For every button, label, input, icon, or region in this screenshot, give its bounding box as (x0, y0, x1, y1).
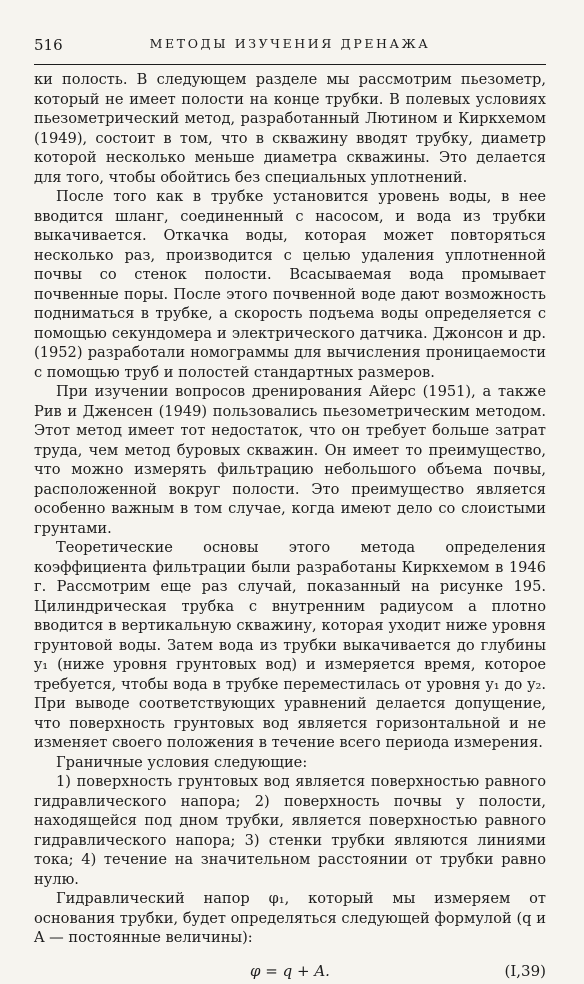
paragraph-boundary-conditions-list: 1) поверхность грунтовых вод является поверхностью равного гидравлического напора; 2) поверхность почвы у полости, находящейся под дном трубки, является поверхностью равного гидравлического напора; 3) стенки трубки являются линиями тока; 4) течение на значительном расстоянии от трубки равно нулю. (34, 773, 546, 888)
page-header (34, 36, 546, 58)
paragraph: При изучении вопросов дренирования Айерс (1951), а также Рив и Дженсен (1949) пользовались пьезометрическим методом. Этот метод имеет тот недостаток, что он требует больше затрат труда, чем метод буровых скважин. Он имеет то преимущество, что можно измерять фильтрацию небольшого объема почвы, расположенной вокруг полости. Это преимущество является особенно важным в том случае, когда имеют дело со слоистыми грунтами. (34, 383, 546, 537)
page-number: 516 (34, 36, 63, 54)
paragraph: После того как в трубке установится уровень воды, в нее вводится шланг, соединенный с насосом, и вода из трубки выкачивается. Откачка воды, которая может повторяться несколько раз, производится с целью удаления уплотненной почвы со стенок полости. Всасываемая вода промывает почвенные поры. После этого почвенной воде дают возможность подниматься в трубке, а скорость подъема воды определяется с помощью секундомера и электрического датчика. Джонсон и др. (1952) разработали номограммы для вычисления проницаемости с помощью труб и полостей стандартных размеров. (34, 188, 546, 381)
equation-number: (I,39) (504, 961, 546, 980)
paragraph: Гидравлический напор φ₁, который мы измеряем от основания трубки, будет определяться следующей формулой (q и A — постоянные величины): (34, 890, 546, 946)
page-body (34, 70, 546, 984)
equation-formula: φ = q + A. (250, 961, 330, 980)
header-rule (34, 64, 546, 65)
running-title: МЕТОДЫ ИЗУЧЕНИЯ ДРЕНАЖА (149, 36, 431, 51)
paragraph-boundary-conditions-intro: Граничные условия следующие: (56, 753, 308, 771)
paragraph-continuation: ки полость. В следующем разделе мы рассмотрим пьезометр, который не имеет полости на конце трубки. В полевых условиях пьезометрический метод, разработанный Лютином и Киркхемом (1949), состоит в том, что в скважину вводят трубку, диаметр которой несколько меньше диаметра скважины. Это делается для того, чтобы обойтись без специальных уплотнений. (34, 71, 546, 186)
paragraph: Теоретические основы этого метода определения коэффициента фильтрации были разработаны Киркхемом в 1946 г. Рассмотрим еще раз случай, показанный на рисунке 195. Цилиндрическая трубка с внутренним радиусом a плотно вводится в вертикальную скважину, которая уходит ниже уровня грунтовой воды. Затем вода из трубки выкачивается до глубины y₁ (ниже уровня грунтовых вод) и измеряется время, которое требуется, чтобы вода в трубке переместилась от уровня y₁ до y₂. При выводе соответствующих уравнений делается допущение, что поверхность грунтовых вод является горизонтальной и не изменяет своего положения в течение всего периода измерения. (34, 539, 546, 751)
equation-row (34, 962, 546, 984)
